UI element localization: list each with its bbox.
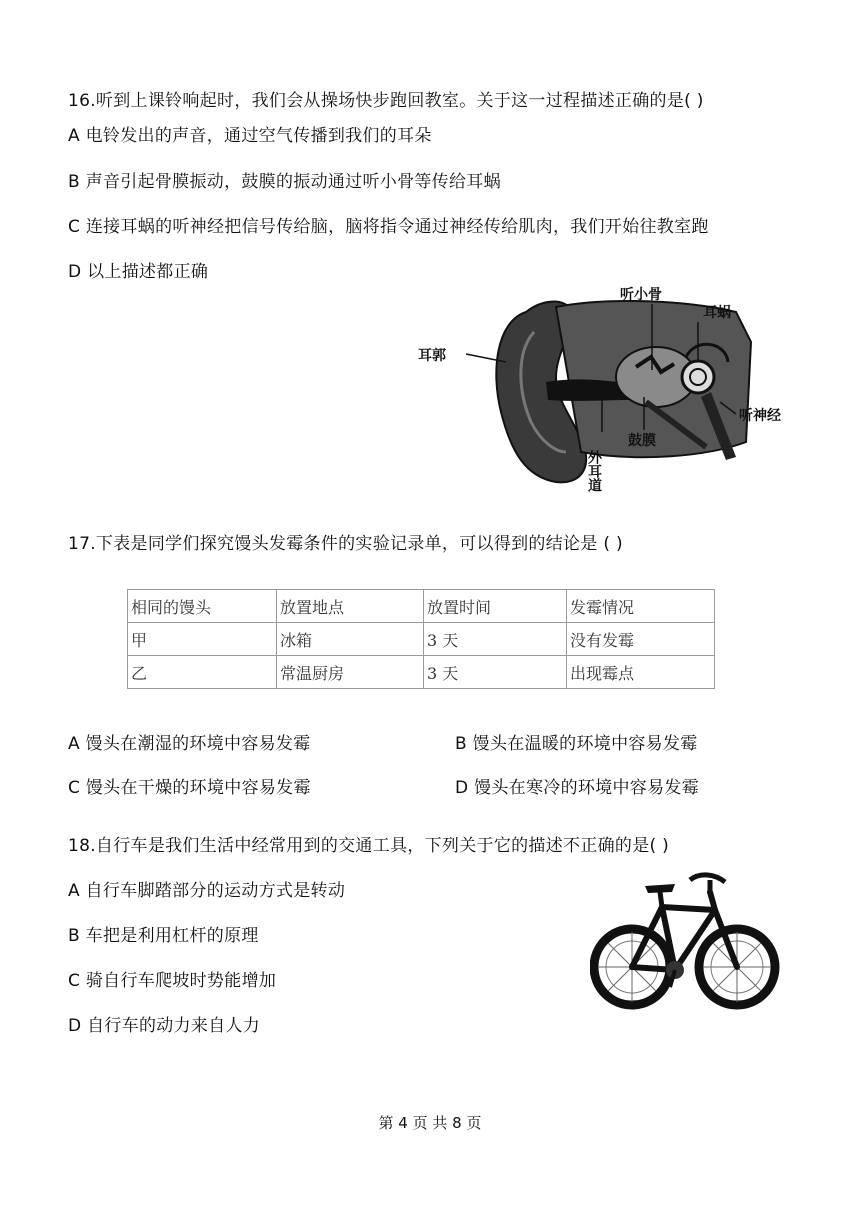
table-cell: 冰箱 bbox=[277, 623, 424, 656]
table-cell: 没有发霉 bbox=[567, 623, 715, 656]
label-auricle: 耳郭 bbox=[418, 348, 446, 364]
q16-option-c: C 连接耳蜗的听神经把信号传给脑，脑将指令通过神经传给肌肉，我们开始往教室跑 bbox=[68, 217, 709, 237]
bicycle-figure bbox=[590, 862, 780, 1022]
q16-option-d: D 以上描述都正确 bbox=[68, 262, 209, 282]
q17-option-a: A 馒头在潮湿的环境中容易发霉 bbox=[68, 734, 311, 754]
q17-option-d: D 馒头在寒冷的环境中容易发霉 bbox=[455, 778, 699, 798]
q18-option-c: C 骑自行车爬坡时势能增加 bbox=[68, 971, 277, 991]
table-cell: 出现霉点 bbox=[567, 656, 715, 689]
table-header-cell: 放置地点 bbox=[277, 590, 424, 623]
q17-stem: 17.下表是同学们探究馒头发霉条件的实验记录单，可以得到的结论是 ( ) bbox=[68, 534, 623, 554]
label-ossicles: 听小骨 bbox=[620, 287, 662, 303]
label-ear-canal: 外耳道 bbox=[586, 450, 602, 492]
q18-stem: 18.自行车是我们生活中经常用到的交通工具，下列关于它的描述不正确的是( ) bbox=[68, 836, 670, 856]
table-cell: 常温厨房 bbox=[277, 656, 424, 689]
table-header-cell: 放置时间 bbox=[424, 590, 567, 623]
q16-option-b: B 声音引起骨膜振动，鼓膜的振动通过听小骨等传给耳蜗 bbox=[68, 172, 501, 192]
label-eardrum: 鼓膜 bbox=[628, 433, 656, 449]
q16-option-a: A 电铃发出的声音，通过空气传播到我们的耳朵 bbox=[68, 126, 432, 146]
q17-option-c: C 馒头在干燥的环境中容易发霉 bbox=[68, 778, 311, 798]
table-header-cell: 相同的馒头 bbox=[128, 590, 277, 623]
table-header-row bbox=[128, 590, 715, 623]
table-cell: 乙 bbox=[128, 656, 277, 689]
q17-option-b: B 馒头在温暖的环境中容易发霉 bbox=[455, 734, 698, 754]
q18-option-a: A 自行车脚踏部分的运动方式是转动 bbox=[68, 881, 346, 901]
page-footer: 第 4 页 共 8 页 bbox=[378, 1114, 482, 1132]
table-row bbox=[128, 656, 715, 689]
ear-anatomy-figure bbox=[406, 282, 796, 500]
table-cell: 甲 bbox=[128, 623, 277, 656]
q18-option-b: B 车把是利用杠杆的原理 bbox=[68, 926, 259, 946]
experiment-record-table bbox=[127, 589, 715, 689]
q16-stem: 16.听到上课铃响起时，我们会从操场快步跑回教室。关于这一过程描述正确的是( ) bbox=[68, 91, 704, 111]
table-cell: 3 天 bbox=[424, 656, 567, 689]
table-row bbox=[128, 623, 715, 656]
table-cell: 3 天 bbox=[424, 623, 567, 656]
q18-option-d: D 自行车的动力来自人力 bbox=[68, 1016, 261, 1036]
table-header-cell: 发霉情况 bbox=[567, 590, 715, 623]
label-auditory-nerve: 听神经 bbox=[739, 408, 781, 424]
label-cochlea: 耳蜗 bbox=[703, 305, 731, 321]
